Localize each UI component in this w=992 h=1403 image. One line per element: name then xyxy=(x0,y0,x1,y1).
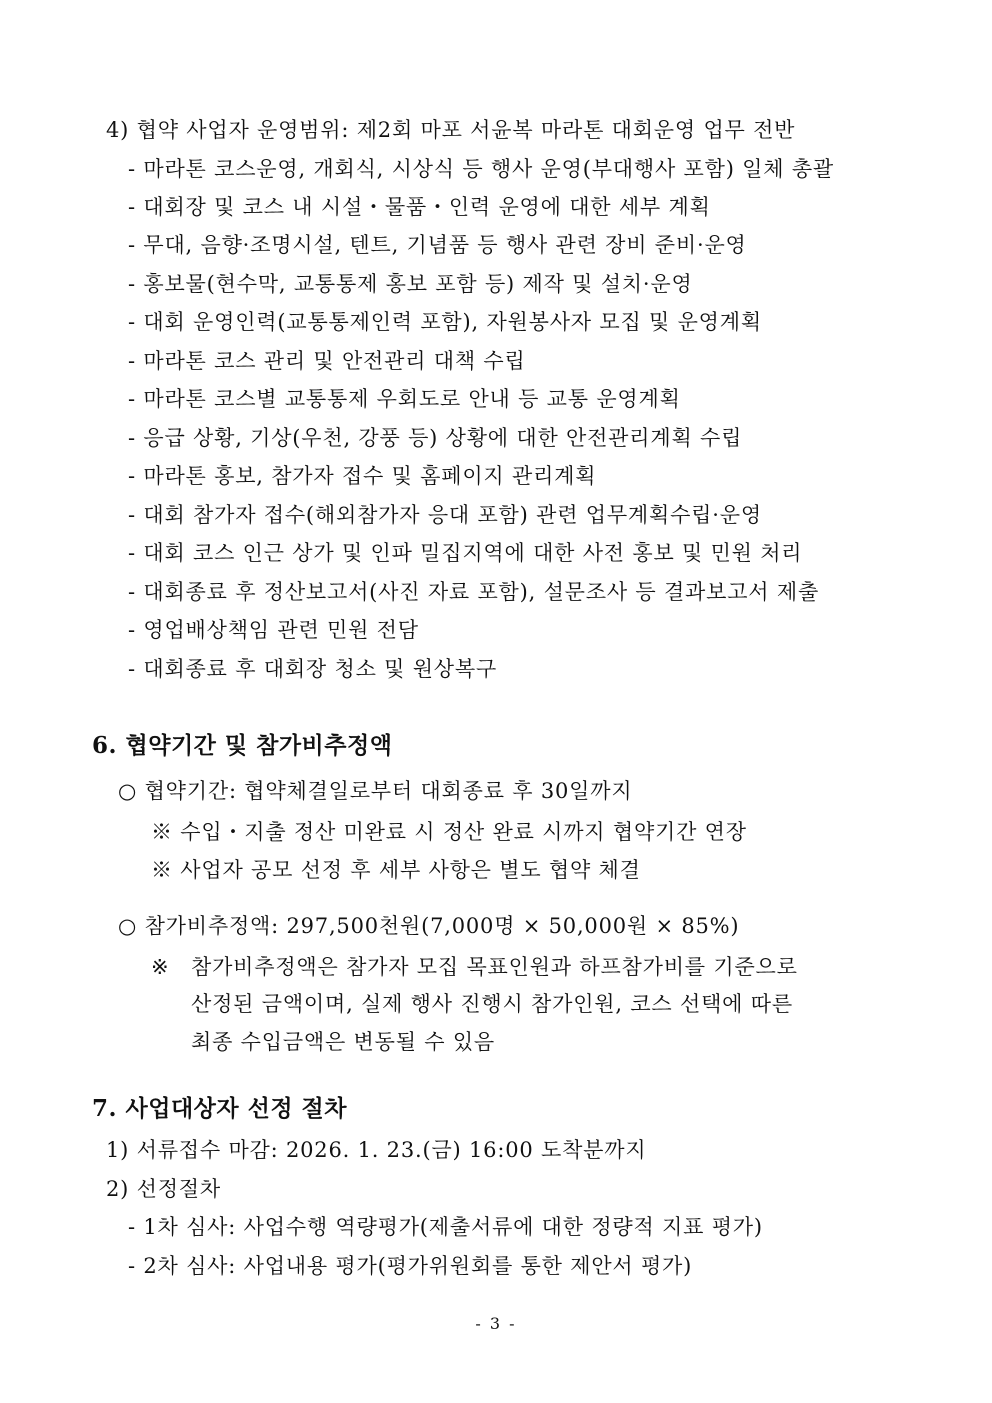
selection-procedure: 2) 선정절차 xyxy=(106,1177,221,1201)
scope-bullet: - 마라톤 코스 관리 및 안전관리 대책 수립 xyxy=(128,349,526,373)
scope-title: 4) 협약 사업자 운영범위: 제2회 마포 서윤복 마라톤 대회운영 업무 전반 xyxy=(106,118,796,142)
scope-bullet: - 마라톤 홍보, 참가자 접수 및 홈페이지 관리계획 xyxy=(128,464,597,488)
estimated-fee-note-line: 최종 수입금액은 변동될 수 있음 xyxy=(191,1030,496,1054)
document-deadline: 1) 서류접수 마감: 2026. 1. 23.(금) 16:00 도착분까지 xyxy=(106,1138,647,1162)
page-number: - 3 - xyxy=(475,1314,517,1333)
estimated-fee-note-mark: ※ xyxy=(151,955,170,979)
scope-bullet: - 무대, 음향·조명시설, 텐트, 기념품 등 행사 관련 장비 준비·운영 xyxy=(128,233,747,257)
estimated-fee-note-line: 산정된 금액이며, 실제 행사 진행시 참가인원, 코스 선택에 따른 xyxy=(191,992,793,1016)
section-heading-7: 7. 사업대상자 선정 절차 xyxy=(92,1095,347,1122)
estimated-fee: ○ 참가비추정액: 297,500천원(7,000명 × 50,000원 × 85%) xyxy=(118,914,740,938)
estimated-fee-note-line: 참가비추정액은 참가자 모집 목표인원과 하프참가비를 기준으로 xyxy=(191,955,798,979)
scope-bullet: - 홍보물(현수막, 교통통제 홍보 포함 등) 제작 및 설치·운영 xyxy=(128,272,693,296)
scope-bullet: - 마라톤 코스별 교통통제 우회도로 안내 등 교통 운영계획 xyxy=(128,387,681,411)
scope-bullet: - 대회 참가자 접수(해외참가자 응대 포함) 관련 업무계획수립·운영 xyxy=(128,503,762,527)
scope-bullet: - 마라톤 코스운영, 개회식, 시상식 등 행사 운영(부대행사 포함) 일체 총괄 xyxy=(128,157,834,181)
section-heading-6: 6. 협약기간 및 참가비추정액 xyxy=(92,732,393,759)
scope-bullet: - 대회장 및 코스 내 시설・물품・인력 운영에 대한 세부 계획 xyxy=(128,195,711,219)
selection-step: - 2차 심사: 사업내용 평가(평가위원회를 통한 제안서 평가) xyxy=(128,1254,693,1278)
contract-period: ○ 협약기간: 협약체결일로부터 대회종료 후 30일까지 xyxy=(118,779,633,803)
scope-bullet: - 응급 상황, 기상(우천, 강풍 등) 상황에 대한 안전관리계획 수립 xyxy=(128,426,743,450)
contract-period-note: ※ 수입・지출 정산 미완료 시 정산 완료 시까지 협약기간 연장 xyxy=(151,820,747,844)
scope-bullet: - 영업배상책임 관련 민원 전담 xyxy=(128,618,419,642)
scope-bullet: - 대회 코스 인근 상가 및 인파 밀집지역에 대한 사전 홍보 및 민원 처리 xyxy=(128,541,803,565)
scope-bullet: - 대회종료 후 정산보고서(사진 자료 포함), 설문조사 등 결과보고서 제출 xyxy=(128,580,820,604)
scope-bullet: - 대회 운영인력(교통통제인력 포함), 자원봉사자 모집 및 운영계획 xyxy=(128,310,762,334)
scope-bullet: - 대회종료 후 대회장 청소 및 원상복구 xyxy=(128,657,498,681)
contract-period-note: ※ 사업자 공모 선정 후 세부 사항은 별도 협약 체결 xyxy=(151,858,641,882)
selection-step: - 1차 심사: 사업수행 역량평가(제출서류에 대한 정량적 지표 평가) xyxy=(128,1215,763,1239)
